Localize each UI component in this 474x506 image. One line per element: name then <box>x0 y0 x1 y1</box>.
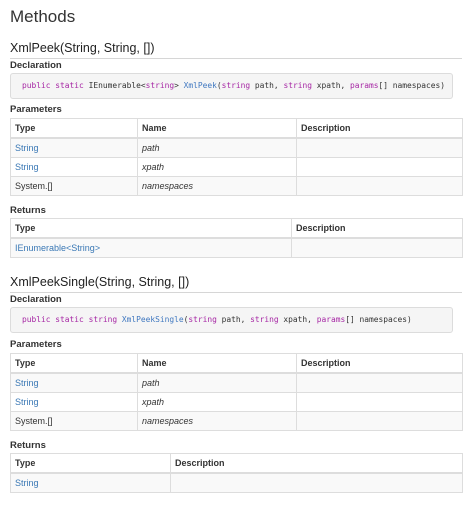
column-header: Description <box>297 354 463 374</box>
code-keyword: string <box>188 315 217 324</box>
table-row <box>11 238 463 258</box>
type-link[interactable]: String <box>15 378 39 388</box>
return-desc-cell <box>292 238 463 258</box>
parameters-label: Parameters <box>10 339 62 350</box>
code-punct: > <box>174 81 179 90</box>
param-type-cell <box>11 373 138 393</box>
column-header: Type <box>11 454 171 474</box>
declaration-label: Declaration <box>10 294 62 305</box>
param-desc-cell <box>297 138 463 158</box>
param-desc-cell <box>297 158 463 177</box>
code-arg: xpath, <box>311 81 350 90</box>
code-declaration-xmlpeeksingle <box>10 307 453 333</box>
type-link[interactable]: > <box>94 243 101 253</box>
param-name-cell: path <box>138 138 297 158</box>
returns-label: Returns <box>10 440 46 451</box>
page-title: Methods <box>10 7 76 26</box>
param-desc-cell <box>297 373 463 393</box>
parameters-label: Parameters <box>10 104 62 115</box>
column-header: Description <box>297 119 463 139</box>
code-arg: [] namespaces) <box>378 81 445 90</box>
column-header: Name <box>138 354 297 374</box>
code-punct: ( <box>183 315 189 324</box>
code-return-type: IEnumerable< <box>88 81 146 90</box>
code-keyword: public <box>22 81 51 90</box>
type-link[interactable]: String <box>15 162 39 172</box>
code-arg: path, <box>250 81 284 90</box>
parameters-table <box>10 118 463 196</box>
parameters-table <box>10 353 463 431</box>
table-header-row <box>11 454 463 474</box>
code-keyword: static <box>55 315 84 324</box>
code-arg: xpath, <box>278 315 317 324</box>
param-name-cell: xpath <box>138 158 297 177</box>
code-keyword: string <box>145 81 175 90</box>
code-declaration-xmlpeek <box>10 73 453 99</box>
table-header-row <box>11 354 463 374</box>
return-type-cell <box>11 238 292 258</box>
type-link[interactable]: String <box>71 243 95 253</box>
table-row <box>11 177 463 196</box>
param-name-cell: namespaces <box>138 177 297 196</box>
type-link[interactable]: String <box>15 478 39 488</box>
table-row <box>11 373 463 393</box>
column-header: Type <box>11 119 138 139</box>
method-heading-xmlpeek: XmlPeek(String, String, []) <box>10 40 462 59</box>
table-header-row <box>11 219 463 239</box>
code-return-type: string <box>88 315 118 324</box>
returns-table <box>10 453 463 493</box>
param-type-cell <box>11 158 138 177</box>
param-name-cell: path <box>138 373 297 393</box>
param-type-cell <box>11 393 138 412</box>
table-row <box>11 473 463 493</box>
code-arg: path, <box>216 315 251 324</box>
code-keyword: string <box>283 81 312 90</box>
code-keyword: params <box>349 81 379 90</box>
table-row <box>11 138 463 158</box>
column-header: Description <box>171 454 463 474</box>
code-arg: [] namespaces) <box>345 315 412 324</box>
returns-label: Returns <box>10 205 46 216</box>
param-desc-cell <box>297 177 463 196</box>
param-name-cell: namespaces <box>138 412 297 431</box>
code-punct: ( <box>216 81 222 90</box>
column-header: Description <box>292 219 463 239</box>
type-link[interactable]: String <box>15 397 39 407</box>
table-row <box>11 412 463 431</box>
code-keyword: string <box>221 81 251 90</box>
param-desc-cell <box>297 412 463 431</box>
code-keyword: params <box>316 315 346 324</box>
return-type-cell <box>11 473 171 493</box>
return-desc-cell <box>171 473 463 493</box>
param-name-cell: xpath <box>138 393 297 412</box>
table-header-row <box>11 119 463 139</box>
table-row <box>11 393 463 412</box>
returns-table <box>10 218 463 258</box>
param-type-cell: System.[] <box>11 412 138 431</box>
column-header: Type <box>11 354 138 374</box>
code-keyword: string <box>250 315 279 324</box>
declaration-label: Declaration <box>10 60 62 71</box>
param-type-cell <box>11 138 138 158</box>
param-desc-cell <box>297 393 463 412</box>
column-header: Type <box>11 219 292 239</box>
code-keyword: static <box>55 81 84 90</box>
method-heading-xmlpeeksingle: XmlPeekSingle(String, String, []) <box>10 274 462 293</box>
type-link[interactable]: IEnumerable< <box>15 243 72 253</box>
code-method-name: XmlPeekSingle <box>121 315 184 324</box>
column-header: Name <box>138 119 297 139</box>
code-keyword: public <box>22 315 51 324</box>
code-method-name: XmlPeek <box>183 81 217 90</box>
type-link[interactable]: String <box>15 143 39 153</box>
param-type-cell: System.[] <box>11 177 138 196</box>
table-row <box>11 158 463 177</box>
